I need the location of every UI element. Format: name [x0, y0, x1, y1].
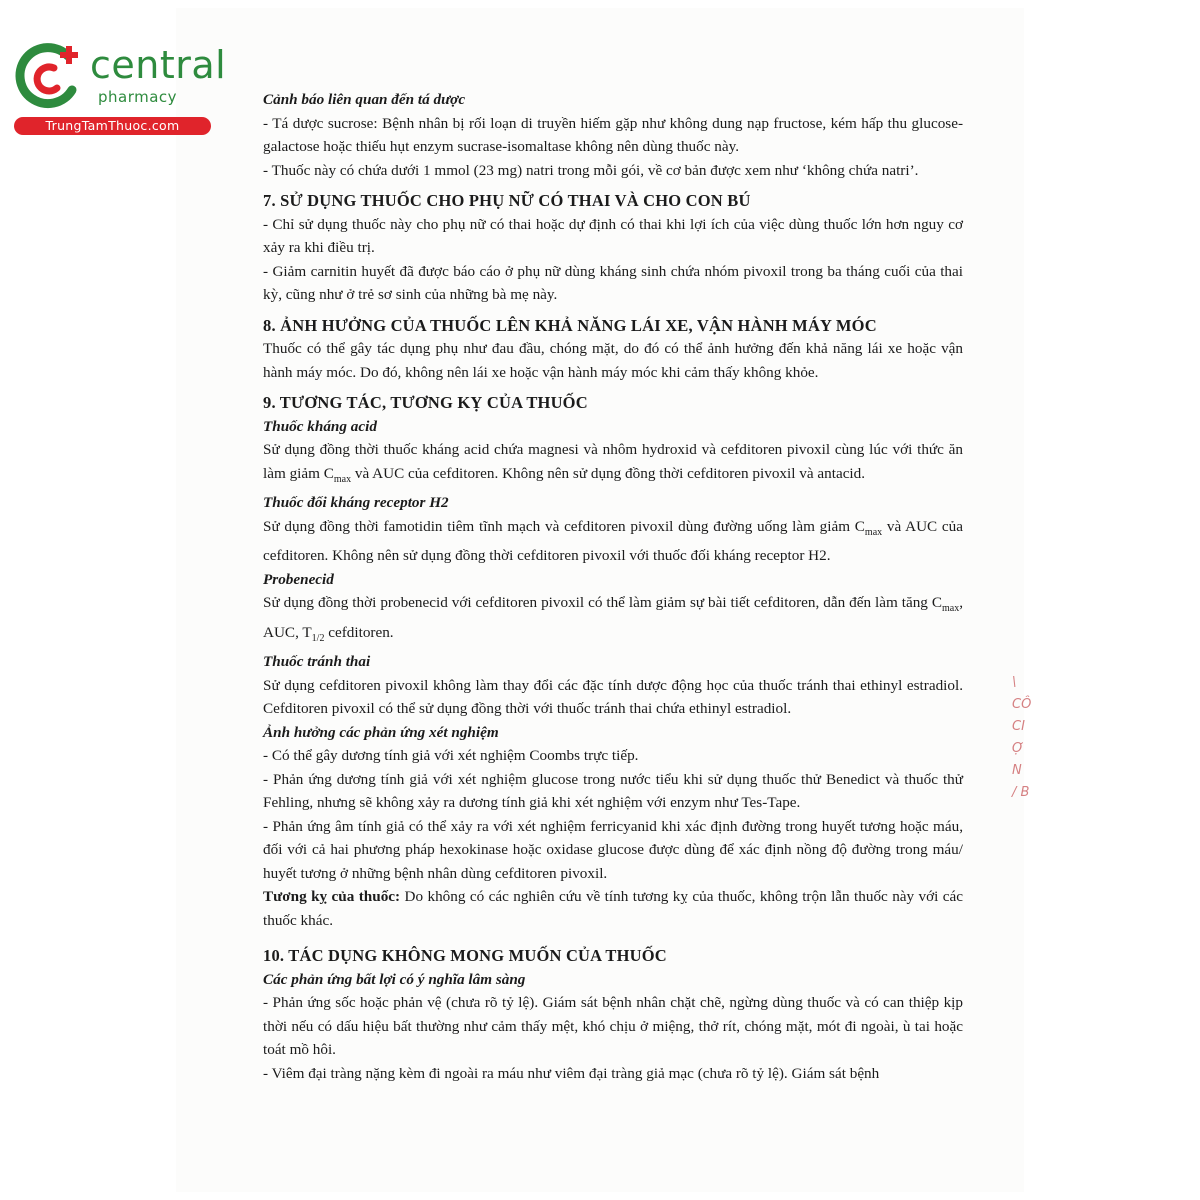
logo-site: TrungTamThuoc.com: [14, 117, 211, 135]
contraceptive-title: Thuốc tránh thai: [263, 653, 371, 671]
h2-antagonist-text: Sử dụng đồng thời famotidin tiêm tĩnh mạch và cefditoren pivoxil dùng đường uống làm giảm $C_{max}$ và AUC của cefditoren. Không nên sử dụng đồng thời cefditoren pivoxil với thuốc đối kháng receptor H2.: [263, 517, 964, 565]
section-10-heading: 10. TÁC DỤNG KHÔNG MONG MUỐN CỦA THUỐC: [263, 946, 667, 966]
section-9-heading: 9. TƯƠNG TÁC, TƯƠNG KỴ CỦA THUỐC: [263, 393, 588, 412]
excipient-warning-title: Cảnh báo liên quan đến tá dược: [263, 91, 466, 108]
section-8-heading: 8. ẢNH HƯỞNG CỦA THUỐC LÊN KHẢ NĂNG LÁI XE, VẬN HÀNH MÁY MÓC: [263, 315, 877, 335]
red-stamp-fragment: \ CÔ CI Ợ N / B: [1012, 675, 1032, 800]
adverse-item-1: - Phản ứng sốc hoặc phản vệ (chưa rõ tỷ lệ). Giám sát bệnh nhân chặt chẽ, ngừng dùng thuốc và có can thiệp kịp thời nếu có dấu hiệu bất thường như cảm thấy mệt, khó chịu ở miệng, thở rít, chóng mặt, mót đi ngoài, ù tai hoặc toát mồ hôi.: [263, 994, 963, 1059]
section-7-item-2: - Giảm carnitin huyết đã được báo cáo ở phụ nữ dùng kháng sinh chứa nhóm pivoxil trong ba tháng cuối của thai kỳ, cũng như ở trẻ sơ sinh của những bà mẹ này.: [263, 262, 963, 303]
logo-sub: pharmacy: [98, 88, 178, 106]
logo-mark-icon: [10, 38, 86, 114]
adverse-title: Các phản ứng bất lợi có ý nghĩa lâm sàng: [263, 970, 526, 988]
excipient-warning-2: - Thuốc này có chứa dưới 1 mmol (23 mg) natri trong mỗi gói, về cơ bản được xem như ‘không chứa natri’.: [263, 161, 919, 179]
lab-test-1: - Có thể gây dương tính giả với xét nghiệm Coombs trực tiếp.: [263, 747, 639, 765]
antacid-text: Sử dụng đồng thời thuốc kháng acid chứa magnesi và nhôm hydroxid và cefditoren pivoxil cùng lúc với thức ăn làm giảm $C_{max}$ và AUC của cefditoren. Không nên sử dụng đồng thời cefditoren pivoxil và antacid.: [263, 441, 963, 485]
contraceptive-text: Sử dụng cefditoren pivoxil không làm thay đổi các đặc tính dược động học của thuốc tránh thai ethinyl estradiol. Cefditoren pivoxil có thể sử dụng đồng thời với thuốc tránh thai chứa ethinyl estradiol.: [263, 676, 963, 718]
lab-test-3: - Phản ứng âm tính giả có thể xảy ra với xét nghiệm ferricyanid khi xác định đường trong huyết tương hoặc máu, đối với cả hai phương pháp hexokinase hoặc oxidase glucose được dùng để xác định nồng độ đường trong máu/ huyết tương ở những bệnh nhân dùng cefditoren pivoxil.: [263, 817, 963, 882]
section-8-text: Thuốc có thể gây tác dụng phụ như đau đầu, chóng mặt, do đó có thể ảnh hưởng đến khả năng lái xe hoặc vận hành máy móc. Do đó, không nên lái xe hoặc vận hành máy móc khi cảm thấy không khỏe.: [263, 340, 963, 381]
lab-test-2: - Phản ứng dương tính giả với xét nghiệm glucose trong nước tiểu khi sử dụng thuốc thử Benedict và thuốc thử Fehling, nhưng sẽ không xảy ra dương tính giả khi xét nghiệm với enzym như Tes-Tape.: [263, 770, 963, 812]
antacid-title: Thuốc kháng acid: [263, 417, 377, 435]
incompatibility-text: Tương kỵ của thuốc: Do không có các nghiên cứu về tính tương kỵ của thuốc, không trộn lẫn thuốc này với các thuốc khác.: [263, 888, 964, 929]
h2-antagonist-title: Thuốc đối kháng receptor H2: [263, 494, 449, 512]
logo-brand: central: [90, 43, 227, 87]
section-7-heading: 7. SỬ DỤNG THUỐC CHO PHỤ NỮ CÓ THAI VÀ CHO CON BÚ: [263, 191, 751, 210]
probenecid-text: Sử dụng đồng thời probenecid với cefditoren pivoxil có thể làm giảm sự bài tiết cefditoren, dẫn đến làm tăng $C_{max}$, AUC, $T_{1/2}$ cefditoren.: [263, 594, 963, 644]
document-content: [263, 88, 963, 1085]
excipient-warning-1: - Tá dược sucrose: Bệnh nhân bị rối loạn di truyền hiếm gặp như không dung nạp fructose, kém hấp thu glucose- galactose hoặc thiếu hụt enzym sucrase-isomaltase không nên dùng thuốc này.: [263, 114, 963, 155]
central-pharmacy-logo: [10, 36, 227, 136]
adverse-item-2: - Viêm đại tràng nặng kèm đi ngoài ra máu như viêm đại tràng giả mạc (chưa rõ tỷ lệ). Giám sát bệnh: [263, 1064, 880, 1082]
probenecid-title: Probenecid: [263, 570, 334, 588]
lab-test-title: Ảnh hưởng các phản ứng xét nghiệm: [263, 723, 499, 741]
section-7-item-1: - Chỉ sử dụng thuốc này cho phụ nữ có thai hoặc dự định có thai khi lợi ích của việc dùng thuốc lớn hơn nguy cơ xảy ra khi điều trị.: [263, 215, 963, 256]
